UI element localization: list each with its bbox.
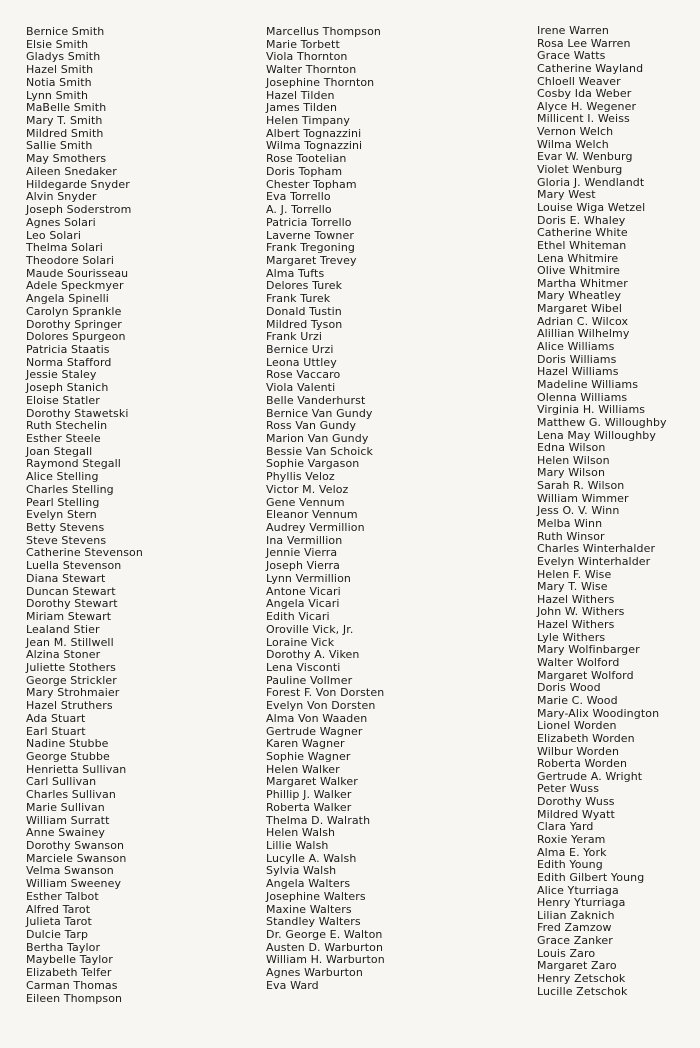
name-entry: Viola Thornton bbox=[266, 50, 348, 64]
name-entry: Mary Wolfinbarger bbox=[537, 643, 640, 657]
name-entry: Marcellus Thompson bbox=[266, 25, 381, 38]
name-entry: Marie Sullivan bbox=[26, 800, 105, 814]
name-entry: Elizabeth Telfer bbox=[26, 966, 112, 980]
name-entry: Notia Smith bbox=[26, 75, 92, 89]
name-entry: Sarah R. Wilson bbox=[537, 479, 625, 493]
name-entry: Alice Yturriaga bbox=[537, 883, 619, 897]
name-entry: Fred Zamzow bbox=[537, 921, 612, 935]
name-entry: Mildred Wyatt bbox=[537, 807, 615, 821]
name-entry: Oroville Vick, Jr. bbox=[266, 622, 354, 636]
name-entry: Victor M. Veloz bbox=[266, 482, 349, 496]
name-entry: John W. Withers bbox=[537, 605, 625, 619]
name-entry: Pearl Stelling bbox=[26, 495, 100, 509]
name-entry: Antone Vicari bbox=[266, 584, 341, 598]
name-entry: Josephine Walters bbox=[266, 889, 366, 903]
name-entry: Wilma Tognazzini bbox=[266, 139, 363, 153]
name-entry: Norma Stafford bbox=[26, 355, 112, 369]
name-entry: Julieta Tarot bbox=[26, 915, 92, 929]
name-entry: Joseph Soderstrom bbox=[26, 203, 132, 217]
name-entry: Ina Vermillion bbox=[266, 533, 343, 547]
name-entry: Patricia Staatis bbox=[26, 342, 110, 356]
name-entry: Lucille Zetschok bbox=[537, 984, 628, 998]
name-entry: Hildegarde Snyder bbox=[26, 177, 130, 191]
name-entry: Evelyn Winterhalder bbox=[537, 554, 651, 568]
name-entry: Belle Vanderhurst bbox=[266, 393, 366, 407]
name-entry: Marie Torbett bbox=[266, 37, 340, 51]
name-entry: Vernon Welch bbox=[537, 125, 614, 139]
name-entry: Delores Turek bbox=[266, 279, 343, 293]
name-entry: Hazel Smith bbox=[26, 63, 94, 77]
name-entry: Eva Torrello bbox=[266, 190, 331, 204]
name-entry: James Tilden bbox=[266, 101, 338, 115]
name-entry: Hazel Withers bbox=[537, 592, 615, 606]
name-entry: Catherine Stevenson bbox=[26, 546, 143, 560]
name-entry: Gertrude A. Wright bbox=[537, 769, 643, 783]
name-entry: Mary-Alix Woodington bbox=[537, 706, 660, 720]
name-entry: Jean M. Stillwell bbox=[26, 635, 114, 649]
name-entry: Jessie Staley bbox=[26, 368, 97, 382]
name-entry: Doris E. Whaley bbox=[537, 213, 626, 227]
name-entry: Millicent I. Weiss bbox=[537, 112, 630, 126]
name-entry: Bertha Taylor bbox=[26, 940, 101, 954]
name-entry: Frank Tregoning bbox=[266, 241, 355, 255]
name-entry: Helen Wilson bbox=[537, 453, 610, 467]
name-entry: Nadine Stubbe bbox=[26, 737, 109, 751]
name-entry: Joseph Vierra bbox=[266, 559, 340, 573]
name-entry: Eileen Thompson bbox=[26, 991, 123, 1005]
name-entry: Steve Stevens bbox=[26, 533, 107, 547]
name-entry: Mary Wheatley bbox=[537, 289, 622, 303]
name-entry: Evelyn Stern bbox=[26, 508, 97, 522]
name-entry: Edith Young bbox=[537, 858, 603, 872]
name-entry: George Stubbe bbox=[26, 749, 110, 763]
name-entry: Lynn Vermillion bbox=[266, 571, 351, 585]
name-entry: Esther Talbot bbox=[26, 889, 99, 903]
name-entry: Irene Warren bbox=[537, 24, 609, 37]
name-entry: Elsie Smith bbox=[26, 37, 89, 51]
name-entry: May Smothers bbox=[26, 152, 107, 166]
name-entry: Bernice Urzi bbox=[266, 342, 334, 356]
name-entry: Raymond Stegall bbox=[26, 457, 121, 471]
name-entry: Rose Tootelian bbox=[266, 152, 347, 166]
name-entry: Catherine White bbox=[537, 226, 628, 240]
name-entry: Maude Sourisseau bbox=[26, 266, 129, 280]
name-entry: Theodore Solari bbox=[26, 253, 115, 267]
name-entry: Dolores Spurgeon bbox=[26, 330, 126, 344]
name-entry: Jess O. V. Winn bbox=[537, 504, 620, 518]
name-entry: Maxine Walters bbox=[266, 902, 352, 916]
name-entry: Helen Walsh bbox=[266, 826, 336, 840]
name-entry: Phyllis Veloz bbox=[266, 470, 335, 484]
name-entry: Marion Van Gundy bbox=[266, 432, 369, 445]
name-entry: A. J. Torrello bbox=[266, 203, 332, 217]
name-entry: Adele Speckmyer bbox=[26, 279, 124, 293]
name-entry: Frank Urzi bbox=[266, 330, 323, 344]
name-entry: Lyle Withers bbox=[537, 630, 606, 644]
name-entry: Edna Wilson bbox=[537, 441, 606, 455]
name-entry: Gene Vennum bbox=[266, 495, 345, 509]
name-entry: Jennie Vierra bbox=[266, 546, 338, 560]
name-entry: Mary West bbox=[537, 188, 596, 202]
name-entry: Alma Tufts bbox=[266, 266, 325, 280]
name-entry: Agnes Solari bbox=[26, 215, 96, 229]
name-entry: William Sweeney bbox=[26, 877, 122, 891]
name-entry: Alma Von Waaden bbox=[266, 711, 368, 725]
name-entry: Aileen Snedaker bbox=[26, 164, 117, 178]
name-entry: Louis Zaro bbox=[537, 946, 596, 960]
name-entry: Lionel Worden bbox=[537, 719, 617, 733]
name-entry: Sophie Wagner bbox=[266, 749, 351, 763]
name-entry: Mildred Tyson bbox=[266, 317, 343, 331]
name-entry: Helen Timpany bbox=[266, 114, 350, 128]
name-entry: Alzina Stoner bbox=[26, 648, 101, 662]
name-entry: Edith Gilbert Young bbox=[537, 870, 645, 884]
name-entry: Agnes Warburton bbox=[266, 966, 363, 980]
name-entry: Hazel Williams bbox=[537, 365, 619, 379]
name-entry: Doris Topham bbox=[266, 164, 343, 178]
name-entry: Joseph Stanich bbox=[26, 381, 109, 395]
name-entry: Frank Turek bbox=[266, 292, 331, 306]
name-entry: Alice Williams bbox=[537, 340, 615, 354]
name-entry: Dorothy Springer bbox=[26, 317, 122, 331]
name-entry: Alfred Tarot bbox=[26, 902, 91, 916]
name-entry: William Surratt bbox=[26, 813, 110, 827]
name-entry: Dorothy Stawetski bbox=[26, 406, 129, 420]
name-entry: Doris Williams bbox=[537, 352, 617, 366]
name-column-1 bbox=[26, 26, 143, 1005]
name-entry: Dorothy Stewart bbox=[26, 597, 118, 611]
name-entry: Eloise Statler bbox=[26, 393, 100, 407]
name-entry: Alyce H. Wegener bbox=[537, 99, 637, 113]
name-entry: Audrey Vermillion bbox=[266, 521, 365, 535]
name-entry: Eva Ward bbox=[266, 978, 319, 992]
name-entry: Doris Wood bbox=[537, 681, 601, 695]
name-entry: Mildred Smith bbox=[26, 126, 104, 140]
name-entry: Olive Whitmire bbox=[537, 264, 620, 278]
name-entry: Carman Thomas bbox=[26, 978, 118, 992]
name-entry: Chloell Weaver bbox=[537, 74, 621, 88]
name-entry: Diana Stewart bbox=[26, 571, 106, 585]
name-entry: Lena Visconti bbox=[266, 660, 341, 674]
name-entry: Sallie Smith bbox=[26, 139, 93, 153]
name-entry: Betty Stevens bbox=[26, 521, 105, 535]
name-entry: Lealand Stier bbox=[26, 622, 100, 636]
name-entry: Charles Sullivan bbox=[26, 788, 116, 802]
name-entry: Esther Steele bbox=[26, 432, 101, 445]
name-entry: Margaret Zaro bbox=[537, 959, 617, 973]
name-entry: MaBelle Smith bbox=[26, 101, 107, 115]
name-entry: Mary Wilson bbox=[537, 466, 606, 480]
name-entry: Violet Wenburg bbox=[537, 163, 623, 177]
name-entry: Helen Walker bbox=[266, 762, 340, 776]
name-entry: Lynn Smith bbox=[26, 88, 89, 102]
name-entry: Anne Swainey bbox=[26, 826, 105, 840]
name-entry: Matthew G. Willoughby bbox=[537, 415, 667, 429]
name-entry: Thelma D. Walrath bbox=[266, 813, 371, 827]
name-entry: Phillip J. Walker bbox=[266, 788, 352, 802]
name-entry: Bessie Van Schoick bbox=[266, 444, 373, 458]
name-entry: Ruth Winsor bbox=[537, 529, 605, 543]
name-entry: Grace Watts bbox=[537, 49, 606, 63]
name-entry: Lena Whitmire bbox=[537, 251, 619, 265]
name-entry: Patricia Torrello bbox=[266, 215, 352, 229]
name-entry: Dulcie Tarp bbox=[26, 928, 89, 942]
name-entry: Viola Valenti bbox=[266, 381, 336, 395]
name-entry: Hazel Tilden bbox=[266, 88, 335, 102]
name-entry: Miriam Stewart bbox=[26, 610, 112, 624]
name-entry: Grace Zanker bbox=[537, 934, 613, 948]
name-entry: Gladys Smith bbox=[26, 50, 101, 64]
name-column-3 bbox=[537, 25, 667, 998]
name-entry: Angela Walters bbox=[266, 877, 351, 891]
name-entry: Dr. George E. Walton bbox=[266, 928, 383, 942]
name-entry: Forest F. Von Dorsten bbox=[266, 686, 385, 700]
name-entry: Melba Winn bbox=[537, 516, 603, 530]
name-entry: Pauline Vollmer bbox=[266, 673, 353, 687]
name-entry: Evelyn Von Dorsten bbox=[266, 699, 376, 713]
name-entry: William Wimmer bbox=[537, 491, 629, 505]
name-entry: Hazel Withers bbox=[537, 618, 615, 632]
name-entry: Mary T. Wise bbox=[537, 580, 608, 594]
name-entry: Velma Swanson bbox=[26, 864, 114, 878]
name-entry: Rose Vaccaro bbox=[266, 368, 341, 382]
name-entry: Henry Zetschok bbox=[537, 972, 626, 986]
name-entry: Ethel Whiteman bbox=[537, 238, 627, 252]
name-entry: Virginia H. Williams bbox=[537, 403, 646, 417]
name-entry: Karen Wagner bbox=[266, 737, 345, 751]
name-entry: Angela Vicari bbox=[266, 597, 340, 611]
name-entry: Margaret Trevey bbox=[266, 253, 357, 267]
name-entry: Earl Stuart bbox=[26, 724, 86, 738]
name-entry: Joan Stegall bbox=[26, 444, 93, 458]
name-entry: Duncan Stewart bbox=[26, 584, 116, 598]
name-entry: Bernice Smith bbox=[26, 25, 105, 38]
name-entry: Marciele Swanson bbox=[26, 851, 127, 865]
name-entry: Leona Uttley bbox=[266, 355, 337, 369]
name-entry: Roberta Walker bbox=[266, 800, 352, 814]
name-entry: Lillie Walsh bbox=[266, 839, 329, 852]
name-entry: Walter Thornton bbox=[266, 63, 357, 77]
name-entry: Rosa Lee Warren bbox=[537, 36, 631, 50]
name-entry: Josephine Thornton bbox=[266, 75, 375, 89]
name-entry: Catherine Wayland bbox=[537, 61, 644, 75]
name-entry: Dorothy Wuss bbox=[537, 795, 615, 809]
name-entry: Carolyn Sprankle bbox=[26, 304, 122, 318]
name-entry: Dorothy Swanson bbox=[26, 839, 125, 852]
name-entry: Olenna Williams bbox=[537, 390, 628, 404]
name-entry: Martha Whitmer bbox=[537, 276, 628, 290]
name-entry: Eleanor Vennum bbox=[266, 508, 358, 522]
name-entry: Marie C. Wood bbox=[537, 693, 618, 707]
name-entry: Austen D. Warburton bbox=[266, 940, 384, 954]
name-column-2 bbox=[266, 26, 385, 993]
name-entry: Carl Sullivan bbox=[26, 775, 97, 789]
name-entry: Maybelle Taylor bbox=[26, 953, 113, 967]
name-entry: Standley Walters bbox=[266, 915, 361, 929]
name-entry: Margaret Wolford bbox=[537, 668, 634, 682]
name-entry: Sylvia Walsh bbox=[266, 864, 337, 878]
name-entry: Evar W. Wenburg bbox=[537, 150, 633, 164]
name-entry: Lena May Willoughby bbox=[537, 428, 657, 442]
name-entry: Juliette Stothers bbox=[26, 660, 117, 674]
name-entry: Wilma Welch bbox=[537, 137, 609, 151]
name-entry: Madeline Williams bbox=[537, 377, 639, 391]
name-entry: Leo Solari bbox=[26, 228, 82, 242]
name-entry: Ruth Stechelin bbox=[26, 419, 108, 433]
name-entry: Luella Stevenson bbox=[26, 559, 122, 573]
name-entry: Lucylle A. Walsh bbox=[266, 851, 357, 865]
name-entry: Walter Wolford bbox=[537, 656, 620, 670]
name-entry: Helen F. Wise bbox=[537, 567, 612, 581]
name-entry: Charles Stelling bbox=[26, 482, 114, 496]
name-entry: Mary T. Smith bbox=[26, 114, 103, 128]
name-entry: Ada Stuart bbox=[26, 711, 86, 725]
name-entry: Bernice Van Gundy bbox=[266, 406, 373, 420]
name-entry: Chester Topham bbox=[266, 177, 357, 191]
name-entry: Charles Winterhalder bbox=[537, 542, 656, 556]
name-entry: Edith Vicari bbox=[266, 610, 330, 624]
name-entry: Ross Van Gundy bbox=[266, 419, 357, 433]
name-entry: Gloria J. Wendlandt bbox=[537, 175, 645, 189]
name-entry: Henrietta Sullivan bbox=[26, 762, 127, 776]
name-entry: Alma E. York bbox=[537, 845, 607, 859]
name-entry: Sophie Vargason bbox=[266, 457, 360, 471]
name-entry: Thelma Solari bbox=[26, 241, 103, 255]
name-entry: Hazel Struthers bbox=[26, 699, 113, 713]
name-entry: Mary Strohmaier bbox=[26, 686, 120, 700]
name-entry: Margaret Wibel bbox=[537, 302, 623, 316]
name-entry: Louise Wiga Wetzel bbox=[537, 200, 646, 214]
name-entry: Elizabeth Worden bbox=[537, 731, 635, 745]
name-entry: Margaret Walker bbox=[266, 775, 358, 789]
name-entry: Laverne Towner bbox=[266, 228, 354, 242]
name-entry: Wilbur Worden bbox=[537, 744, 620, 758]
name-entry: William H. Warburton bbox=[266, 953, 385, 967]
name-entry: Loraine Vick bbox=[266, 635, 335, 649]
name-entry: Roxie Yeram bbox=[537, 833, 606, 846]
name-entry: Donald Tustin bbox=[266, 304, 342, 318]
name-entry: Clara Yard bbox=[537, 820, 594, 834]
name-entry: Alillian Wilhelmy bbox=[537, 327, 630, 341]
name-entry: Gertrude Wagner bbox=[266, 724, 363, 738]
name-entry: Cosby Ida Weber bbox=[537, 87, 632, 101]
name-entry: Alvin Snyder bbox=[26, 190, 97, 204]
name-entry: Angela Spinelli bbox=[26, 292, 109, 306]
name-entry: Roberta Worden bbox=[537, 757, 628, 771]
name-entry: Peter Wuss bbox=[537, 782, 600, 796]
name-entry: George Strickler bbox=[26, 673, 117, 687]
name-entry: Alice Stelling bbox=[26, 470, 99, 484]
name-entry: Henry Yturriaga bbox=[537, 896, 626, 910]
name-entry: Adrian C. Wilcox bbox=[537, 314, 629, 328]
name-entry: Lilian Zaknich bbox=[537, 908, 615, 922]
name-entry: Albert Tognazzini bbox=[266, 126, 362, 140]
name-entry: Dorothy A. Viken bbox=[266, 648, 360, 662]
